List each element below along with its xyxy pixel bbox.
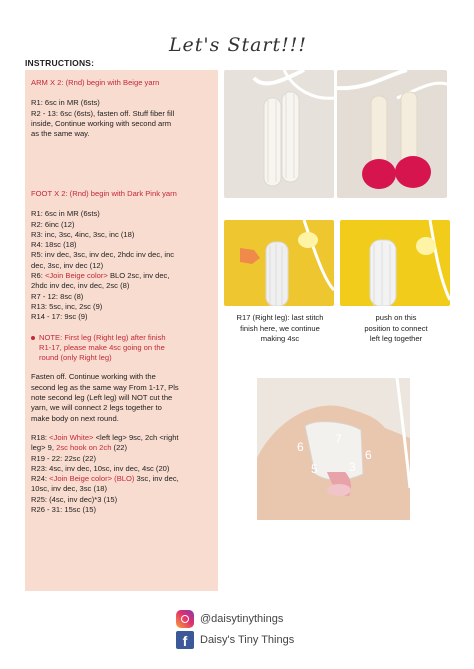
photo-number: 3 (349, 460, 356, 474)
instagram-row (176, 610, 283, 628)
r6-rest: BLO 2sc, inv dec, (107, 271, 170, 281)
photo-number: 5 (311, 462, 318, 476)
note-line: NOTE: First leg (Right leg) after finish (39, 332, 166, 342)
connect-legs-photo (257, 378, 410, 520)
photo-number: 6 (297, 440, 304, 454)
foot-row-r6 (31, 271, 212, 281)
caption-line: position to connect (364, 323, 428, 333)
note-line: round (only Right leg) (39, 353, 112, 363)
caption-line: left leg together (369, 334, 423, 343)
arm-heading: ARM X 2: (Rnd) begin with Beige yarn (31, 78, 160, 87)
note-line: R1-17, please make 4sc going on the (39, 342, 165, 352)
foot-row-r18-line2 (31, 443, 212, 453)
photo-number: 6 (365, 448, 372, 462)
arms-photo (224, 70, 334, 198)
r18-rest: <left leg> 9sc, 2ch <right (93, 432, 179, 442)
instructions-label: INSTRUCTIONS: (25, 58, 95, 68)
caption-line: push on this (375, 313, 417, 322)
foot-row-r6-line2: 2hdc inv dec, inv dec, 2sc (8) (31, 281, 130, 291)
fasten-line: Fasten off. Continue working with the (31, 372, 156, 382)
foot-row: R25: (4sc, inv dec)*3 (15) (31, 494, 118, 504)
foot-row: 10sc, inv dec, 3sc (18) (31, 484, 107, 494)
foot-row-r24 (31, 474, 212, 484)
arm-r2-line1: R2 - 13: 6sc (6sts), fasten off. Stuff fiber fill (31, 108, 175, 118)
foot-row: R1: 6sc in MR (6sts) (31, 209, 100, 219)
r24-prefix: R24: (31, 474, 50, 484)
foot-row: R4: 18sc (18) (31, 240, 77, 250)
arm-r2-line2: inside, Continue working with second arm (31, 118, 172, 128)
foot-row-r18 (31, 433, 212, 443)
r24-rest: 3sc, inv dec, (134, 474, 179, 484)
note-block (31, 333, 212, 364)
page-title: Let's Start!!! (168, 34, 308, 56)
bullet-icon (31, 336, 35, 340)
r18-l2-b: (22) (111, 443, 128, 453)
foot-row: R26 - 31: 15sc (15) (31, 505, 96, 515)
foot-panel (25, 181, 218, 591)
leg-connect-photo (340, 220, 450, 306)
leg-marker-photo (224, 220, 334, 306)
r18-join-color: <Join White> (49, 432, 94, 442)
foot-row: R3: inc, 3sc, 4inc, 3sc, inc (18) (31, 229, 135, 239)
facebook-page[interactable]: Daisy's Tiny Things (200, 634, 295, 646)
fasten-line: make body on next round. (31, 413, 119, 423)
fasten-line: note second leg (Left leg) will NOT cut the (31, 393, 173, 403)
foot-row: R23: 4sc, inv dec, 10sc, inv dec, 4sc (20) (31, 463, 170, 473)
foot-row: R19 - 22: 22sc (22) (31, 453, 96, 463)
foot-row: R14 - 17: 9sc (9) (31, 312, 88, 322)
foot-row: R7 - 12: 8sc (8) (31, 291, 84, 301)
fasten-line: yarn, we will connect 2 legs together to (31, 403, 162, 413)
foot-row: R13: 5sc, inc, 2sc (9) (31, 301, 103, 311)
arm-r2-line3: as the same way. (31, 129, 90, 139)
foot-row: R5: inv dec, 3sc, inv dec, 2hdc inv dec, inc (31, 250, 175, 260)
caption-line: finish here, we continue (240, 323, 320, 333)
caption-right-leg (224, 313, 336, 345)
r6-join-color: <Join Beige color> (44, 271, 108, 281)
caption-line: R17 (Right leg): last stitch (236, 313, 324, 322)
r24-join-color: <Join Beige color> (BLO) (49, 474, 135, 484)
r6-prefix: R6: (31, 271, 45, 281)
r18-prefix: R18: (31, 432, 50, 442)
instagram-handle[interactable]: @daisytinythings (200, 613, 284, 625)
foot-row: R2: 6inc (12) (31, 219, 75, 229)
r18-l2-a: leg> 9, (31, 443, 57, 453)
legs-photo (337, 70, 447, 198)
foot-row: dec, 3sc, inv dec (12) (31, 260, 104, 270)
caption-push (340, 313, 452, 345)
facebook-row (176, 631, 294, 649)
facebook-icon: f (176, 631, 194, 649)
caption-line: making 4sc (260, 334, 300, 343)
fasten-line: second leg as the same way From 1-17, Pls (31, 382, 179, 392)
photo-number: 7 (335, 432, 342, 446)
arm-panel (25, 70, 218, 189)
foot-heading: FOOT X 2: (Rnd) begin with Dark Pink yarn (31, 189, 177, 198)
arm-r1: R1: 6sc in MR (6sts) (31, 98, 100, 108)
instagram-icon (176, 610, 194, 628)
r18-hook: 2sc hook on 2ch (56, 443, 112, 453)
